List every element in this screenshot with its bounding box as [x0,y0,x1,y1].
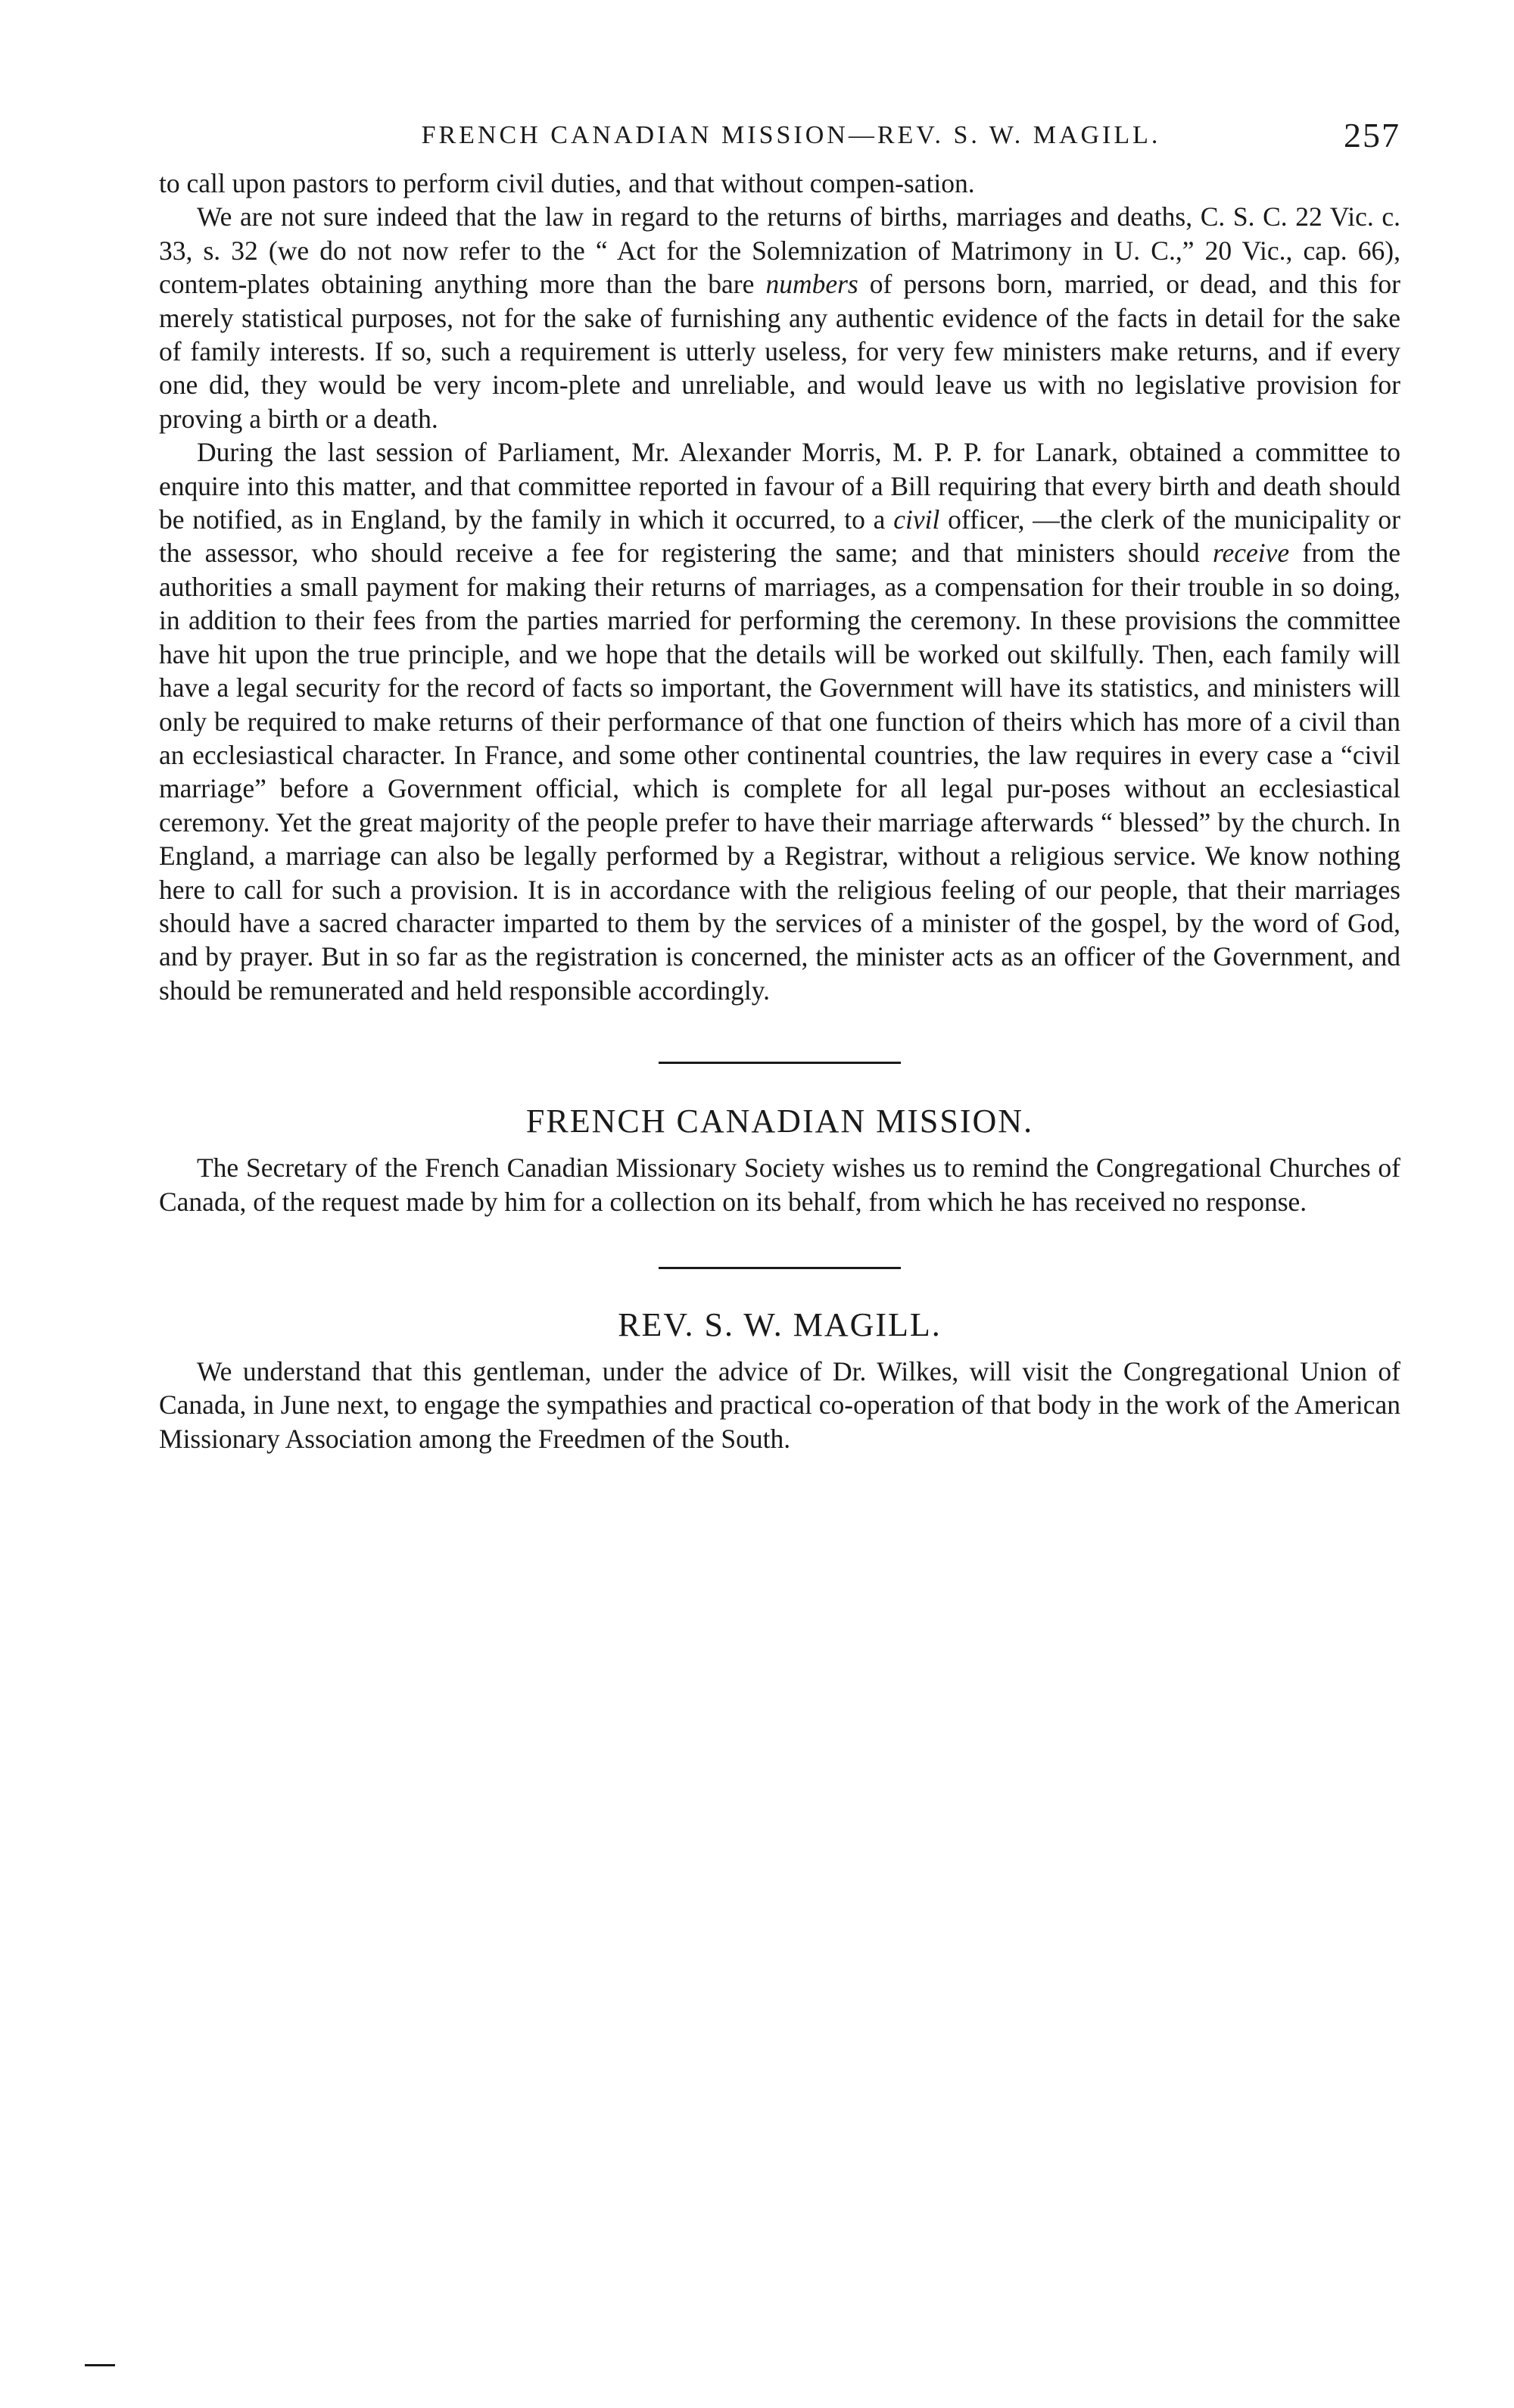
french-mission-body: The Secretary of the French Canadian Missionary Society wishes us to remind the Congregational Churches of Canada, of the request made by him for a collection on its behalf, from which he has received no response. [159,1153,1400,1217]
running-head [159,116,1400,167]
emphasis-numbers: numbers [765,269,858,300]
section-divider-1 [659,1062,901,1064]
page-number: 257 [1344,116,1400,154]
paragraph-2: We are not sure indeed that the law in regard to the returns of births, marriages and deaths, C. S. C. 22 Vic. c. 33, s. 32 (we do not now refer to the “ Act for the Solemnization of Matrimony in U. C.,” 20 Vic., cap. 66), contem-plates obtaining anything more than the bare numbers of persons born, married, or dead, and this for merely statistical purposes, not for the sake of furnishing any authentic evidence of the facts in detail for the sake of family interests. If so, such a requirement is utterly useless, for very few ministers make returns, and if every one did, they would be very incom-plete and unreliable, and would leave us with no legislative provision for proving a birth or a death. [159,201,1400,434]
paragraph-3: During the last session of Parliament, Mr. Alexander Morris, M. P. P. for Lanark, obtained a committee to enquire into this matter, and that committee reported in favour of a Bill requiring that every birth and death should be notified, as in England, by the family in which it occurred, to a civil officer, —the clerk of the municipality or the assessor, who should receive a fee for registering the same; and that ministers should receive from the authorities a small payment for making their returns of marriages, as a compensation for their trouble in so doing, in addition to their fees from the parties married for performing the ceremony. In these provisions the committee have hit upon the true principle, and we hope that the details will be worked out skilfully. Then, each family will have a legal security for the record of facts so important, the Government will have its statistics, and ministers will only be required to make returns of their performance of that one function of theirs which has more of a civil than an ecclesiastical character. In France, and some other continental countries, the law requires in every case a “civil marriage” before a Government official, which is complete for all legal pur-poses without an ecclesiastical ceremony. Yet the great majority of the people prefer to have their marriage afterwards “ blessed” by the church. In England, a marriage can also be legally performed by a Registrar, without a religious service. We know nothing here to call for such a provision. It is in accordance with the religious feeling of our people, that their marriages should have a sacred character imparted to them by the services of a minister of the gospel, by the word of God, and by prayer. But in so far as the registration is concerned, the minister acts as an officer of the Government, and should be remunerated and held responsible accordingly. [159,437,1400,1006]
footer-mark [85,2364,115,2366]
section-title-magill: REV. S. W. MAGILL. [618,1305,942,1343]
section-title-french-mission: FRENCH CANADIAN MISSION. [525,1103,1034,1140]
running-title: FRENCH CANADIAN MISSION—REV. S. W. MAGILL. [421,121,1161,149]
article-continuation [159,167,1400,1007]
section-rev-magill [159,1305,1400,1455]
section-french-canadian-mission [159,1102,1400,1218]
journal-page [159,116,1400,1455]
paragraph-1: to call upon pastors to perform civil duties, and that without compen-sation. [159,168,975,198]
emphasis-civil: civil [893,504,940,535]
section-divider-2 [659,1267,901,1269]
magill-body: We understand that this gentleman, under the advice of Dr. Wilkes, will visit the Congregational Union of Canada, in June next, to engage the sympathies and practical co-operation of that body in the work of the American Missionary Association among the Freedmen of the South. [159,1355,1400,1454]
emphasis-receive: receive [1212,538,1290,569]
